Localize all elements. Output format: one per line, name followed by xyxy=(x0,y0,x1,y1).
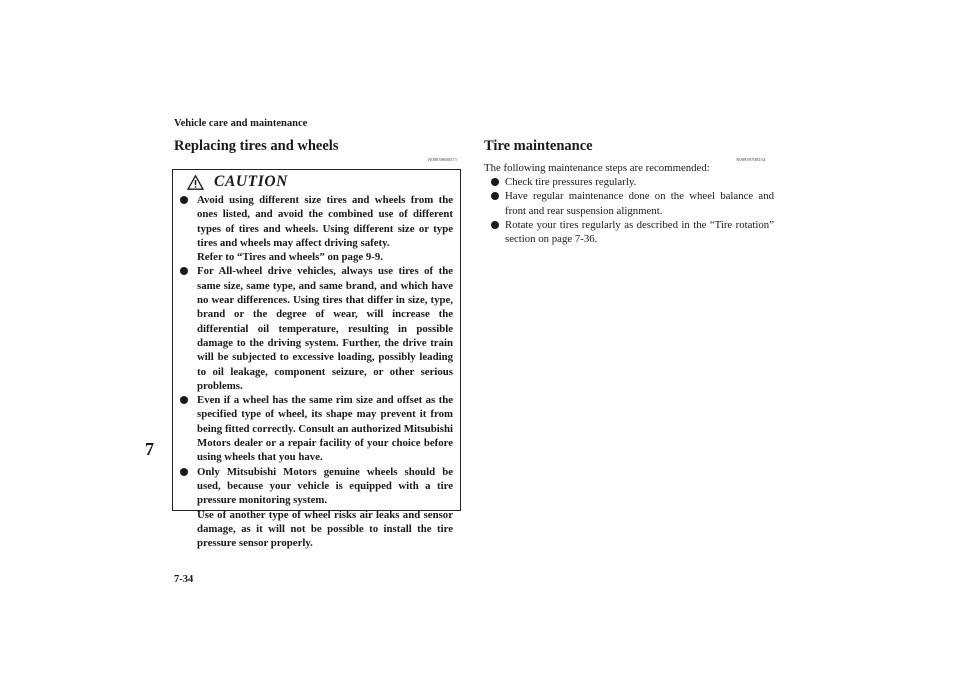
caution-box xyxy=(172,169,461,550)
maintenance-item-text: Have regular maintenance done on the wheel balance and front and rear suspension alignment. xyxy=(505,190,774,217)
bullet-icon xyxy=(180,196,188,204)
caution-item-text: For All-wheel drive vehicles, always use tires of the same size, same type, and same brand, and which have no wear differences. Using tires that differ in size, type, brand or the degree of wear, will increase the differential oil temperature, resulting in possible damage to the driving system. Further, the drive train will be subjected to excessive loading, possibly leading to oil leakage, component seizure, or other serious problems. xyxy=(197,265,453,392)
chapter-tab-number: 7 xyxy=(145,439,154,459)
maintenance-item xyxy=(491,189,774,218)
maintenance-item xyxy=(491,218,774,247)
left-section-code: N00939600371 xyxy=(428,157,458,162)
caution-item xyxy=(180,264,453,393)
maintenance-item-text: Check tire pressures regularly. xyxy=(505,176,637,188)
caution-heading xyxy=(187,173,288,191)
caution-item-text: Only Mitsubishi Motors genuine wheels should be used, because your vehicle is equipped with a tire pressure monitoring system. xyxy=(197,465,453,507)
bullet-icon xyxy=(180,396,188,404)
bullet-icon xyxy=(491,178,499,186)
warning-icon xyxy=(187,175,204,190)
caution-title: CAUTION xyxy=(214,173,288,190)
caution-list xyxy=(180,193,453,550)
bullet-icon xyxy=(491,192,499,200)
caution-item-text: Even if a wheel has the same rim size and offset as the specified type of wheel, its shape may prevent it from being fitted correctly. Consult an authorized Mitsubishi Motors dealer or a repair facility of your choice before using wheels that you have. xyxy=(197,394,453,464)
maintenance-item-text: Rotate your tires regularly as described in the “Tire rotation” section on page 7-36. xyxy=(505,218,774,246)
section-header: Vehicle care and maintenance xyxy=(174,118,308,129)
caution-item xyxy=(180,465,453,551)
bullet-icon xyxy=(180,468,188,476)
maintenance-intro: The following maintenance steps are recommended: xyxy=(484,162,710,174)
caution-item-text: Avoid using different size tires and wheels from the ones listed, and avoid the combined use of different types of tires and wheels. Using different size or type tires and wheels may affect driving safety. xyxy=(197,194,453,249)
right-section-title: Tire maintenance xyxy=(484,138,593,154)
caution-item xyxy=(180,393,453,464)
page-number: 7-34 xyxy=(174,574,194,585)
maintenance-list xyxy=(491,175,774,246)
right-section-code: N00939700154 xyxy=(736,157,766,162)
bullet-icon xyxy=(491,221,499,229)
maintenance-item xyxy=(491,175,774,189)
caution-item-ref: Use of another type of wheel risks air leaks and sensor damage, as it will not be possible to install the tire pressure sensor properly. xyxy=(197,508,453,550)
caution-item xyxy=(180,193,453,264)
left-section-title: Replacing tires and wheels xyxy=(174,138,339,154)
caution-item-ref: Refer to “Tires and wheels” on page 9-9. xyxy=(197,251,383,264)
bullet-icon xyxy=(180,267,188,275)
